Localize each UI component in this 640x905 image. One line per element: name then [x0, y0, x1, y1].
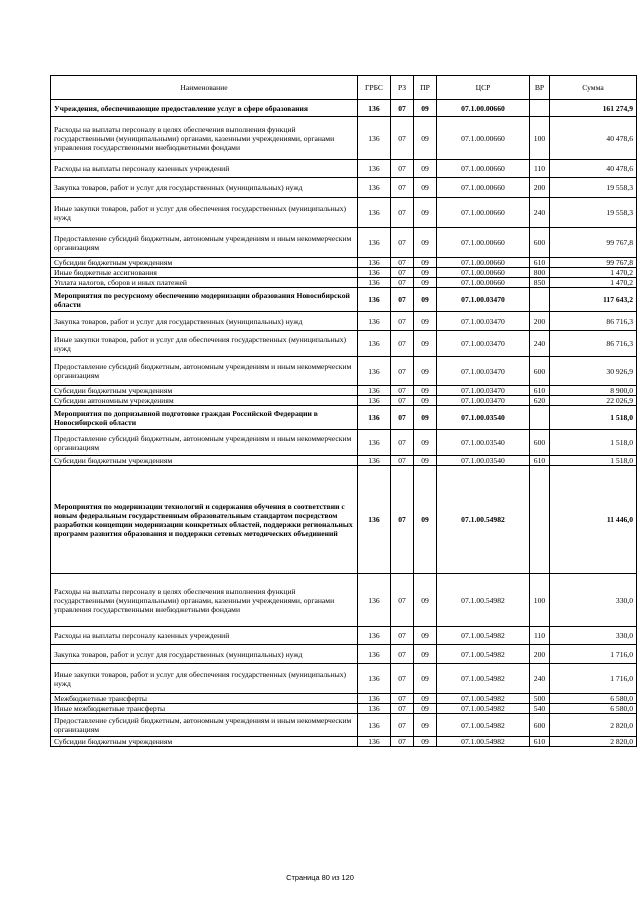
- row-grbs: 136: [358, 406, 391, 430]
- row-pr: 09: [414, 198, 437, 228]
- table-row: [51, 714, 637, 737]
- row-sum: 1 518,0: [550, 456, 637, 466]
- row-csr: 07.1.00.54982: [437, 704, 530, 714]
- row-vr: 610: [530, 258, 550, 268]
- table-row: [51, 100, 637, 117]
- row-name: Иные закупки товаров, работ и услуг для обеспечения государственных (муниципальных) нужд: [51, 331, 358, 357]
- row-csr: 07.1.00.03540: [437, 430, 530, 456]
- row-rz: 07: [391, 396, 414, 406]
- row-pr: 09: [414, 430, 437, 456]
- row-name: Предоставление субсидий бюджетным, автономным учреждениям и иным некоммерческим организациям: [51, 714, 358, 737]
- row-vr: 610: [530, 386, 550, 396]
- table-row: [51, 664, 637, 694]
- row-rz: 07: [391, 456, 414, 466]
- row-name: Расходы на выплаты персоналу в целях обеспечения выполнения функций государственными (муниципальными) органами, казенными учреждениями, органами управления государственными внебюджетными фондами: [51, 117, 358, 160]
- row-sum: 86 716,3: [550, 331, 637, 357]
- row-name: Иные бюджетные ассигнования: [51, 268, 358, 278]
- row-grbs: 136: [358, 278, 391, 288]
- row-rz: 07: [391, 198, 414, 228]
- row-grbs: 136: [358, 645, 391, 664]
- row-csr: 07.1.00.54982: [437, 737, 530, 747]
- row-sum: 19 558,3: [550, 198, 637, 228]
- row-pr: 09: [414, 100, 437, 117]
- row-name: Субсидии бюджетным учреждениям: [51, 386, 358, 396]
- table-row: [51, 117, 637, 160]
- row-grbs: 136: [358, 258, 391, 268]
- row-pr: 09: [414, 357, 437, 386]
- row-grbs: 136: [358, 100, 391, 117]
- row-sum: 19 558,3: [550, 178, 637, 198]
- table-row: [51, 278, 637, 288]
- row-csr: 07.1.00.00660: [437, 228, 530, 258]
- row-csr: 07.1.00.00660: [437, 117, 530, 160]
- row-name: Расходы на выплаты персоналу в целях обеспечения выполнения функций государственными (муниципальными) органами, казенными учреждениями, органами управления государственными внебюджетными фондами: [51, 574, 358, 627]
- row-pr: 09: [414, 268, 437, 278]
- row-sum: 1 716,0: [550, 645, 637, 664]
- row-csr: 07.1.00.00660: [437, 178, 530, 198]
- row-rz: 07: [391, 268, 414, 278]
- row-sum: 8 900,0: [550, 386, 637, 396]
- row-grbs: 136: [358, 574, 391, 627]
- table-row: [51, 312, 637, 331]
- row-vr: 600: [530, 714, 550, 737]
- row-rz: 07: [391, 228, 414, 258]
- row-rz: 07: [391, 386, 414, 396]
- row-grbs: 136: [358, 627, 391, 645]
- row-vr: [530, 288, 550, 312]
- row-rz: 07: [391, 117, 414, 160]
- row-grbs: 136: [358, 714, 391, 737]
- row-vr: [530, 466, 550, 574]
- row-vr: 610: [530, 737, 550, 747]
- table-row: [51, 574, 637, 627]
- row-rz: 07: [391, 178, 414, 198]
- row-name: Иные закупки товаров, работ и услуг для обеспечения государственных (муниципальных) нужд: [51, 198, 358, 228]
- row-grbs: 136: [358, 466, 391, 574]
- row-name: Предоставление субсидий бюджетным, автономным учреждениям и иным некоммерческим организациям: [51, 228, 358, 258]
- row-csr: 07.1.00.03470: [437, 357, 530, 386]
- row-vr: 110: [530, 627, 550, 645]
- row-pr: 09: [414, 258, 437, 268]
- row-rz: 07: [391, 737, 414, 747]
- row-pr: 09: [414, 178, 437, 198]
- table-row: [51, 406, 637, 430]
- row-sum: 11 446,0: [550, 466, 637, 574]
- row-sum: 30 926,9: [550, 357, 637, 386]
- row-name: Субсидии бюджетным учреждениям: [51, 258, 358, 268]
- table-header-row: [51, 76, 637, 100]
- table-row: [51, 430, 637, 456]
- row-pr: 09: [414, 714, 437, 737]
- row-csr: 07.1.00.03470: [437, 312, 530, 331]
- row-csr: 07.1.00.03540: [437, 406, 530, 430]
- row-rz: 07: [391, 714, 414, 737]
- header-rz: РЗ: [391, 76, 414, 100]
- row-pr: 09: [414, 386, 437, 396]
- row-csr: 07.1.00.54982: [437, 664, 530, 694]
- row-sum: 86 716,3: [550, 312, 637, 331]
- row-rz: 07: [391, 430, 414, 456]
- row-pr: 09: [414, 664, 437, 694]
- row-sum: 1 518,0: [550, 406, 637, 430]
- table-row: [51, 178, 637, 198]
- row-csr: 07.1.00.03540: [437, 456, 530, 466]
- row-rz: 07: [391, 664, 414, 694]
- row-pr: 09: [414, 645, 437, 664]
- row-grbs: 136: [358, 664, 391, 694]
- row-rz: 07: [391, 627, 414, 645]
- row-sum: 40 478,6: [550, 160, 637, 178]
- row-grbs: 136: [358, 704, 391, 714]
- row-sum: 1 518,0: [550, 430, 637, 456]
- row-vr: [530, 406, 550, 430]
- header-vr: ВР: [530, 76, 550, 100]
- table-row: [51, 288, 637, 312]
- row-sum: 161 274,9: [550, 100, 637, 117]
- row-pr: 09: [414, 627, 437, 645]
- row-pr: 09: [414, 694, 437, 704]
- row-vr: 100: [530, 574, 550, 627]
- row-rz: 07: [391, 406, 414, 430]
- row-rz: 07: [391, 312, 414, 331]
- row-csr: 07.1.00.00660: [437, 198, 530, 228]
- table-body: [51, 100, 637, 747]
- row-name: Мероприятия по допризывной подготовке граждан Российской Федерации в Новосибирской области: [51, 406, 358, 430]
- row-rz: 07: [391, 331, 414, 357]
- row-csr: 07.1.00.54982: [437, 627, 530, 645]
- row-grbs: 136: [358, 312, 391, 331]
- row-vr: 200: [530, 645, 550, 664]
- row-name: Мероприятия по ресурсному обеспечению модернизации образования Новосибирской области: [51, 288, 358, 312]
- row-sum: 330,0: [550, 627, 637, 645]
- row-name: Закупка товаров, работ и услуг для государственных (муниципальных) нужд: [51, 645, 358, 664]
- header-grbs: ГРБС: [358, 76, 391, 100]
- row-sum: 2 820,0: [550, 714, 637, 737]
- row-sum: 117 643,2: [550, 288, 637, 312]
- row-sum: 1 470,2: [550, 278, 637, 288]
- row-csr: 07.1.00.00660: [437, 258, 530, 268]
- table-row: [51, 268, 637, 278]
- header-name: Наименование: [51, 76, 358, 100]
- row-pr: 09: [414, 737, 437, 747]
- row-vr: 540: [530, 704, 550, 714]
- row-grbs: 136: [358, 228, 391, 258]
- row-pr: 09: [414, 312, 437, 331]
- row-name: Закупка товаров, работ и услуг для государственных (муниципальных) нужд: [51, 178, 358, 198]
- row-csr: 07.1.00.00660: [437, 268, 530, 278]
- row-grbs: 136: [358, 357, 391, 386]
- row-grbs: 136: [358, 198, 391, 228]
- row-pr: 09: [414, 331, 437, 357]
- row-grbs: 136: [358, 178, 391, 198]
- row-rz: 07: [391, 278, 414, 288]
- table-row: [51, 331, 637, 357]
- row-name: Субсидии бюджетным учреждениям: [51, 737, 358, 747]
- row-pr: 09: [414, 574, 437, 627]
- row-vr: 240: [530, 331, 550, 357]
- row-vr: 200: [530, 312, 550, 331]
- row-name: Уплата налогов, сборов и иных платежей: [51, 278, 358, 288]
- row-csr: 07.1.00.03470: [437, 396, 530, 406]
- row-grbs: 136: [358, 117, 391, 160]
- table-row: [51, 694, 637, 704]
- row-vr: 850: [530, 278, 550, 288]
- row-vr: 600: [530, 228, 550, 258]
- row-sum: 6 580,0: [550, 704, 637, 714]
- row-rz: 07: [391, 100, 414, 117]
- row-csr: 07.1.00.03470: [437, 331, 530, 357]
- row-csr: 07.1.00.54982: [437, 466, 530, 574]
- row-sum: 2 820,0: [550, 737, 637, 747]
- row-grbs: 136: [358, 288, 391, 312]
- row-rz: 07: [391, 357, 414, 386]
- row-grbs: 136: [358, 737, 391, 747]
- row-vr: 110: [530, 160, 550, 178]
- row-rz: 07: [391, 574, 414, 627]
- row-grbs: 136: [358, 331, 391, 357]
- row-rz: 07: [391, 645, 414, 664]
- row-pr: 09: [414, 278, 437, 288]
- row-name: Межбюджетные трансферты: [51, 694, 358, 704]
- row-name: Учреждения, обеспечивающие предоставление услуг в сфере образования: [51, 100, 358, 117]
- row-grbs: 136: [358, 456, 391, 466]
- row-vr: 100: [530, 117, 550, 160]
- row-pr: 09: [414, 228, 437, 258]
- table-row: [51, 456, 637, 466]
- table-row: [51, 645, 637, 664]
- row-pr: 09: [414, 117, 437, 160]
- header-sum: Сумма: [550, 76, 637, 100]
- row-sum: 99 767,8: [550, 228, 637, 258]
- row-vr: 240: [530, 664, 550, 694]
- row-csr: 07.1.00.00660: [437, 160, 530, 178]
- row-vr: 240: [530, 198, 550, 228]
- table-row: [51, 466, 637, 574]
- row-csr: 07.1.00.54982: [437, 694, 530, 704]
- row-name: Иные закупки товаров, работ и услуг для обеспечения государственных (муниципальных) нужд: [51, 664, 358, 694]
- page-number: Страница 80 из 120: [286, 873, 354, 882]
- row-vr: 600: [530, 357, 550, 386]
- table-row: [51, 627, 637, 645]
- table-row: [51, 228, 637, 258]
- table-row: [51, 357, 637, 386]
- row-vr: [530, 100, 550, 117]
- row-csr: 07.1.00.54982: [437, 714, 530, 737]
- table-row: [51, 386, 637, 396]
- row-vr: 800: [530, 268, 550, 278]
- table-row: [51, 396, 637, 406]
- row-grbs: 136: [358, 694, 391, 704]
- row-name: Субсидии автономным учреждениям: [51, 396, 358, 406]
- row-rz: 07: [391, 694, 414, 704]
- row-csr: 07.1.00.00660: [437, 100, 530, 117]
- row-csr: 07.1.00.03470: [437, 386, 530, 396]
- header-pr: ПР: [414, 76, 437, 100]
- row-pr: 09: [414, 288, 437, 312]
- row-sum: 330,0: [550, 574, 637, 627]
- row-csr: 07.1.00.54982: [437, 574, 530, 627]
- row-grbs: 136: [358, 430, 391, 456]
- table-row: [51, 258, 637, 268]
- row-pr: 09: [414, 466, 437, 574]
- row-sum: 1 716,0: [550, 664, 637, 694]
- budget-table: [50, 75, 637, 747]
- table-row: [51, 704, 637, 714]
- row-rz: 07: [391, 288, 414, 312]
- row-csr: 07.1.00.54982: [437, 645, 530, 664]
- row-vr: 200: [530, 178, 550, 198]
- row-pr: 09: [414, 406, 437, 430]
- row-pr: 09: [414, 704, 437, 714]
- row-name: Субсидии бюджетным учреждениям: [51, 456, 358, 466]
- row-name: Мероприятия по модернизации технологий и содержания обучения в соответствии с новым федеральным государственным образовательным стандартом посредством разработки концепции модернизации конкретных областей, поддержки региональных программ развития образования и поддержки сетевых методических объединений: [51, 466, 358, 574]
- row-rz: 07: [391, 704, 414, 714]
- row-vr: 500: [530, 694, 550, 704]
- table-row: [51, 737, 637, 747]
- row-vr: 600: [530, 430, 550, 456]
- table-row: [51, 160, 637, 178]
- row-rz: 07: [391, 258, 414, 268]
- row-name: Закупка товаров, работ и услуг для государственных (муниципальных) нужд: [51, 312, 358, 331]
- row-name: Расходы на выплаты персоналу казенных учреждений: [51, 627, 358, 645]
- row-grbs: 136: [358, 268, 391, 278]
- row-sum: 22 026,9: [550, 396, 637, 406]
- header-csr: ЦСР: [437, 76, 530, 100]
- row-sum: 6 580,0: [550, 694, 637, 704]
- row-rz: 07: [391, 160, 414, 178]
- row-grbs: 136: [358, 386, 391, 396]
- row-sum: 1 470,2: [550, 268, 637, 278]
- row-csr: 07.1.00.03470: [437, 288, 530, 312]
- row-name: Расходы на выплаты персоналу казенных учреждений: [51, 160, 358, 178]
- row-rz: 07: [391, 466, 414, 574]
- row-name: Предоставление субсидий бюджетным, автономным учреждениям и иным некоммерческим организациям: [51, 430, 358, 456]
- row-name: Иные межбюджетные трансферты: [51, 704, 358, 714]
- row-sum: 40 478,6: [550, 117, 637, 160]
- table-row: [51, 198, 637, 228]
- row-pr: 09: [414, 396, 437, 406]
- row-pr: 09: [414, 456, 437, 466]
- row-pr: 09: [414, 160, 437, 178]
- row-vr: 610: [530, 456, 550, 466]
- row-name: Предоставление субсидий бюджетным, автономным учреждениям и иным некоммерческим организациям: [51, 357, 358, 386]
- row-csr: 07.1.00.00660: [437, 278, 530, 288]
- row-grbs: 136: [358, 396, 391, 406]
- row-sum: 99 767,8: [550, 258, 637, 268]
- row-vr: 620: [530, 396, 550, 406]
- row-grbs: 136: [358, 160, 391, 178]
